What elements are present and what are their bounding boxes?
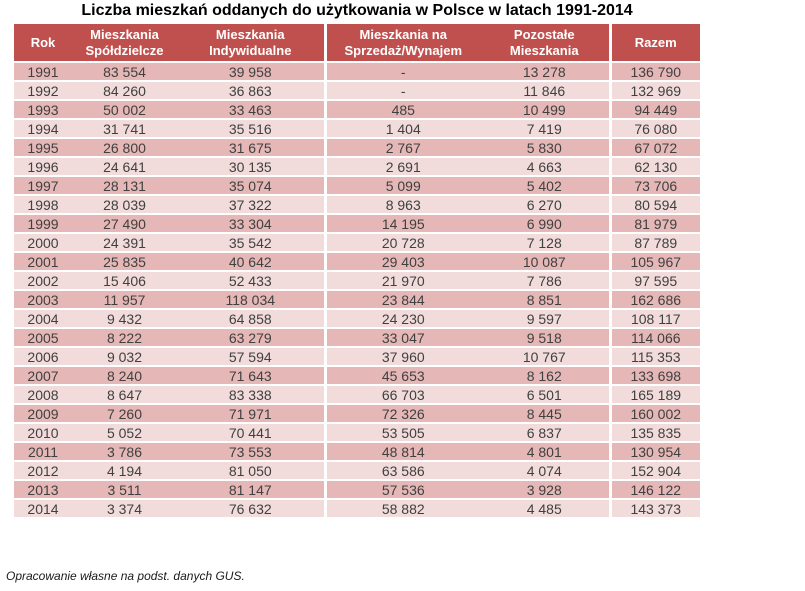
value-cell: 10 087 <box>480 252 610 271</box>
value-cell: 31 675 <box>177 138 325 157</box>
table-row <box>14 499 700 518</box>
year-cell: 2005 <box>14 328 72 347</box>
value-cell: 130 954 <box>610 442 700 461</box>
value-cell: 8 162 <box>480 366 610 385</box>
value-cell: 2 767 <box>325 138 480 157</box>
year-cell: 1991 <box>14 62 72 81</box>
table-row <box>14 404 700 423</box>
value-cell: 66 703 <box>325 385 480 404</box>
value-cell: 132 969 <box>610 81 700 100</box>
value-cell: 23 844 <box>325 290 480 309</box>
value-cell: 162 686 <box>610 290 700 309</box>
value-cell: 21 970 <box>325 271 480 290</box>
year-cell: 1995 <box>14 138 72 157</box>
value-cell: 10 499 <box>480 100 610 119</box>
value-cell: 6 501 <box>480 385 610 404</box>
value-cell: 105 967 <box>610 252 700 271</box>
value-cell: 4 663 <box>480 157 610 176</box>
value-cell: 8 851 <box>480 290 610 309</box>
table-row <box>14 176 700 195</box>
year-cell: 1994 <box>14 119 72 138</box>
value-cell: 80 594 <box>610 195 700 214</box>
year-cell: 2011 <box>14 442 72 461</box>
value-cell: 63 586 <box>325 461 480 480</box>
value-cell: 4 074 <box>480 461 610 480</box>
value-cell: 9 032 <box>72 347 177 366</box>
value-cell: 118 034 <box>177 290 325 309</box>
table-row <box>14 214 700 233</box>
value-cell: 7 786 <box>480 271 610 290</box>
value-cell: 48 814 <box>325 442 480 461</box>
value-cell: 35 542 <box>177 233 325 252</box>
year-cell: 1996 <box>14 157 72 176</box>
value-cell: 28 039 <box>72 195 177 214</box>
value-cell: 8 445 <box>480 404 610 423</box>
table-row <box>14 195 700 214</box>
page-title: Liczba mieszkań oddanych do użytkowania w Polsce w latach 1991-2014 <box>81 2 633 19</box>
value-cell: 7 419 <box>480 119 610 138</box>
value-cell: 63 279 <box>177 328 325 347</box>
value-cell: 81 979 <box>610 214 700 233</box>
value-cell: 73 706 <box>610 176 700 195</box>
year-cell: 2006 <box>14 347 72 366</box>
value-cell: 8 222 <box>72 328 177 347</box>
value-cell: - <box>325 62 480 81</box>
value-cell: 29 403 <box>325 252 480 271</box>
table-row <box>14 442 700 461</box>
value-cell: 70 441 <box>177 423 325 442</box>
table-row <box>14 480 700 499</box>
value-cell: 71 971 <box>177 404 325 423</box>
table-row <box>14 309 700 328</box>
value-cell: 24 230 <box>325 309 480 328</box>
value-cell: 1 404 <box>325 119 480 138</box>
value-cell: 4 801 <box>480 442 610 461</box>
value-cell: 81 147 <box>177 480 325 499</box>
column-header-rok: Rok <box>14 24 72 62</box>
value-cell: 10 767 <box>480 347 610 366</box>
value-cell: 9 518 <box>480 328 610 347</box>
year-cell: 2000 <box>14 233 72 252</box>
value-cell: 28 131 <box>72 176 177 195</box>
value-cell: 14 195 <box>325 214 480 233</box>
value-cell: 58 882 <box>325 499 480 518</box>
value-cell: 108 117 <box>610 309 700 328</box>
value-cell: 133 698 <box>610 366 700 385</box>
value-cell: 5 099 <box>325 176 480 195</box>
value-cell: 57 536 <box>325 480 480 499</box>
table-row <box>14 233 700 252</box>
year-cell: 2002 <box>14 271 72 290</box>
value-cell: 97 595 <box>610 271 700 290</box>
year-cell: 1998 <box>14 195 72 214</box>
value-cell: 6 837 <box>480 423 610 442</box>
value-cell: 84 260 <box>72 81 177 100</box>
value-cell: 9 432 <box>72 309 177 328</box>
value-cell: - <box>325 81 480 100</box>
value-cell: 6 270 <box>480 195 610 214</box>
value-cell: 3 928 <box>480 480 610 499</box>
value-cell: 33 463 <box>177 100 325 119</box>
year-cell: 2012 <box>14 461 72 480</box>
value-cell: 135 835 <box>610 423 700 442</box>
value-cell: 152 904 <box>610 461 700 480</box>
value-cell: 33 304 <box>177 214 325 233</box>
table-row <box>14 328 700 347</box>
value-cell: 35 074 <box>177 176 325 195</box>
value-cell: 7 260 <box>72 404 177 423</box>
value-cell: 40 642 <box>177 252 325 271</box>
table-row <box>14 100 700 119</box>
value-cell: 67 072 <box>610 138 700 157</box>
year-cell: 1992 <box>14 81 72 100</box>
value-cell: 4 194 <box>72 461 177 480</box>
value-cell: 39 958 <box>177 62 325 81</box>
column-header-razem: Razem <box>610 24 700 62</box>
value-cell: 15 406 <box>72 271 177 290</box>
value-cell: 7 128 <box>480 233 610 252</box>
value-cell: 146 122 <box>610 480 700 499</box>
value-cell: 73 553 <box>177 442 325 461</box>
year-cell: 1993 <box>14 100 72 119</box>
year-cell: 2007 <box>14 366 72 385</box>
table-row <box>14 271 700 290</box>
value-cell: 27 490 <box>72 214 177 233</box>
year-cell: 2010 <box>14 423 72 442</box>
table-header <box>14 24 700 62</box>
year-cell: 2009 <box>14 404 72 423</box>
value-cell: 87 789 <box>610 233 700 252</box>
table-row <box>14 81 700 100</box>
value-cell: 2 691 <box>325 157 480 176</box>
table-row <box>14 366 700 385</box>
value-cell: 81 050 <box>177 461 325 480</box>
value-cell: 160 002 <box>610 404 700 423</box>
value-cell: 24 391 <box>72 233 177 252</box>
table-row <box>14 138 700 157</box>
value-cell: 3 374 <box>72 499 177 518</box>
value-cell: 62 130 <box>610 157 700 176</box>
table-row <box>14 252 700 271</box>
column-header-sprzedaz-wynajem: Mieszkania na Sprzedaż/Wynajem <box>325 24 480 62</box>
table-row <box>14 385 700 404</box>
value-cell: 50 002 <box>72 100 177 119</box>
value-cell: 3 511 <box>72 480 177 499</box>
value-cell: 13 278 <box>480 62 610 81</box>
value-cell: 11 957 <box>72 290 177 309</box>
value-cell: 57 594 <box>177 347 325 366</box>
value-cell: 33 047 <box>325 328 480 347</box>
year-cell: 1997 <box>14 176 72 195</box>
value-cell: 53 505 <box>325 423 480 442</box>
value-cell: 165 189 <box>610 385 700 404</box>
value-cell: 76 632 <box>177 499 325 518</box>
table-row <box>14 347 700 366</box>
value-cell: 24 641 <box>72 157 177 176</box>
value-cell: 37 960 <box>325 347 480 366</box>
value-cell: 8 647 <box>72 385 177 404</box>
table-row <box>14 423 700 442</box>
table-row <box>14 461 700 480</box>
column-header-spoldzielcze: Mieszkania Spółdzielcze <box>72 24 177 62</box>
year-cell: 2004 <box>14 309 72 328</box>
value-cell: 25 835 <box>72 252 177 271</box>
value-cell: 8 240 <box>72 366 177 385</box>
table-row <box>14 290 700 309</box>
value-cell: 64 858 <box>177 309 325 328</box>
value-cell: 76 080 <box>610 119 700 138</box>
value-cell: 5 402 <box>480 176 610 195</box>
value-cell: 5 830 <box>480 138 610 157</box>
value-cell: 35 516 <box>177 119 325 138</box>
year-cell: 1999 <box>14 214 72 233</box>
value-cell: 36 863 <box>177 81 325 100</box>
year-cell: 2003 <box>14 290 72 309</box>
value-cell: 3 786 <box>72 442 177 461</box>
table-row <box>14 119 700 138</box>
value-cell: 72 326 <box>325 404 480 423</box>
value-cell: 20 728 <box>325 233 480 252</box>
value-cell: 71 643 <box>177 366 325 385</box>
year-cell: 2001 <box>14 252 72 271</box>
value-cell: 52 433 <box>177 271 325 290</box>
value-cell: 30 135 <box>177 157 325 176</box>
value-cell: 94 449 <box>610 100 700 119</box>
value-cell: 485 <box>325 100 480 119</box>
value-cell: 136 790 <box>610 62 700 81</box>
year-cell: 2014 <box>14 499 72 518</box>
value-cell: 114 066 <box>610 328 700 347</box>
value-cell: 26 800 <box>72 138 177 157</box>
column-header-indywidualne: Mieszkania Indywidualne <box>177 24 325 62</box>
year-cell: 2013 <box>14 480 72 499</box>
value-cell: 9 597 <box>480 309 610 328</box>
value-cell: 45 653 <box>325 366 480 385</box>
housing-table <box>14 24 700 519</box>
value-cell: 6 990 <box>480 214 610 233</box>
year-cell: 2008 <box>14 385 72 404</box>
value-cell: 5 052 <box>72 423 177 442</box>
value-cell: 4 485 <box>480 499 610 518</box>
header-row <box>14 24 700 62</box>
value-cell: 37 322 <box>177 195 325 214</box>
table-body <box>14 62 700 518</box>
value-cell: 83 338 <box>177 385 325 404</box>
value-cell: 83 554 <box>72 62 177 81</box>
value-cell: 31 741 <box>72 119 177 138</box>
value-cell: 11 846 <box>480 81 610 100</box>
column-header-pozostale: Pozostałe Mieszkania <box>480 24 610 62</box>
table-row <box>14 62 700 81</box>
source-note: Opracowanie własne na podst. danych GUS. <box>6 569 245 583</box>
value-cell: 8 963 <box>325 195 480 214</box>
table-row <box>14 157 700 176</box>
value-cell: 143 373 <box>610 499 700 518</box>
value-cell: 115 353 <box>610 347 700 366</box>
